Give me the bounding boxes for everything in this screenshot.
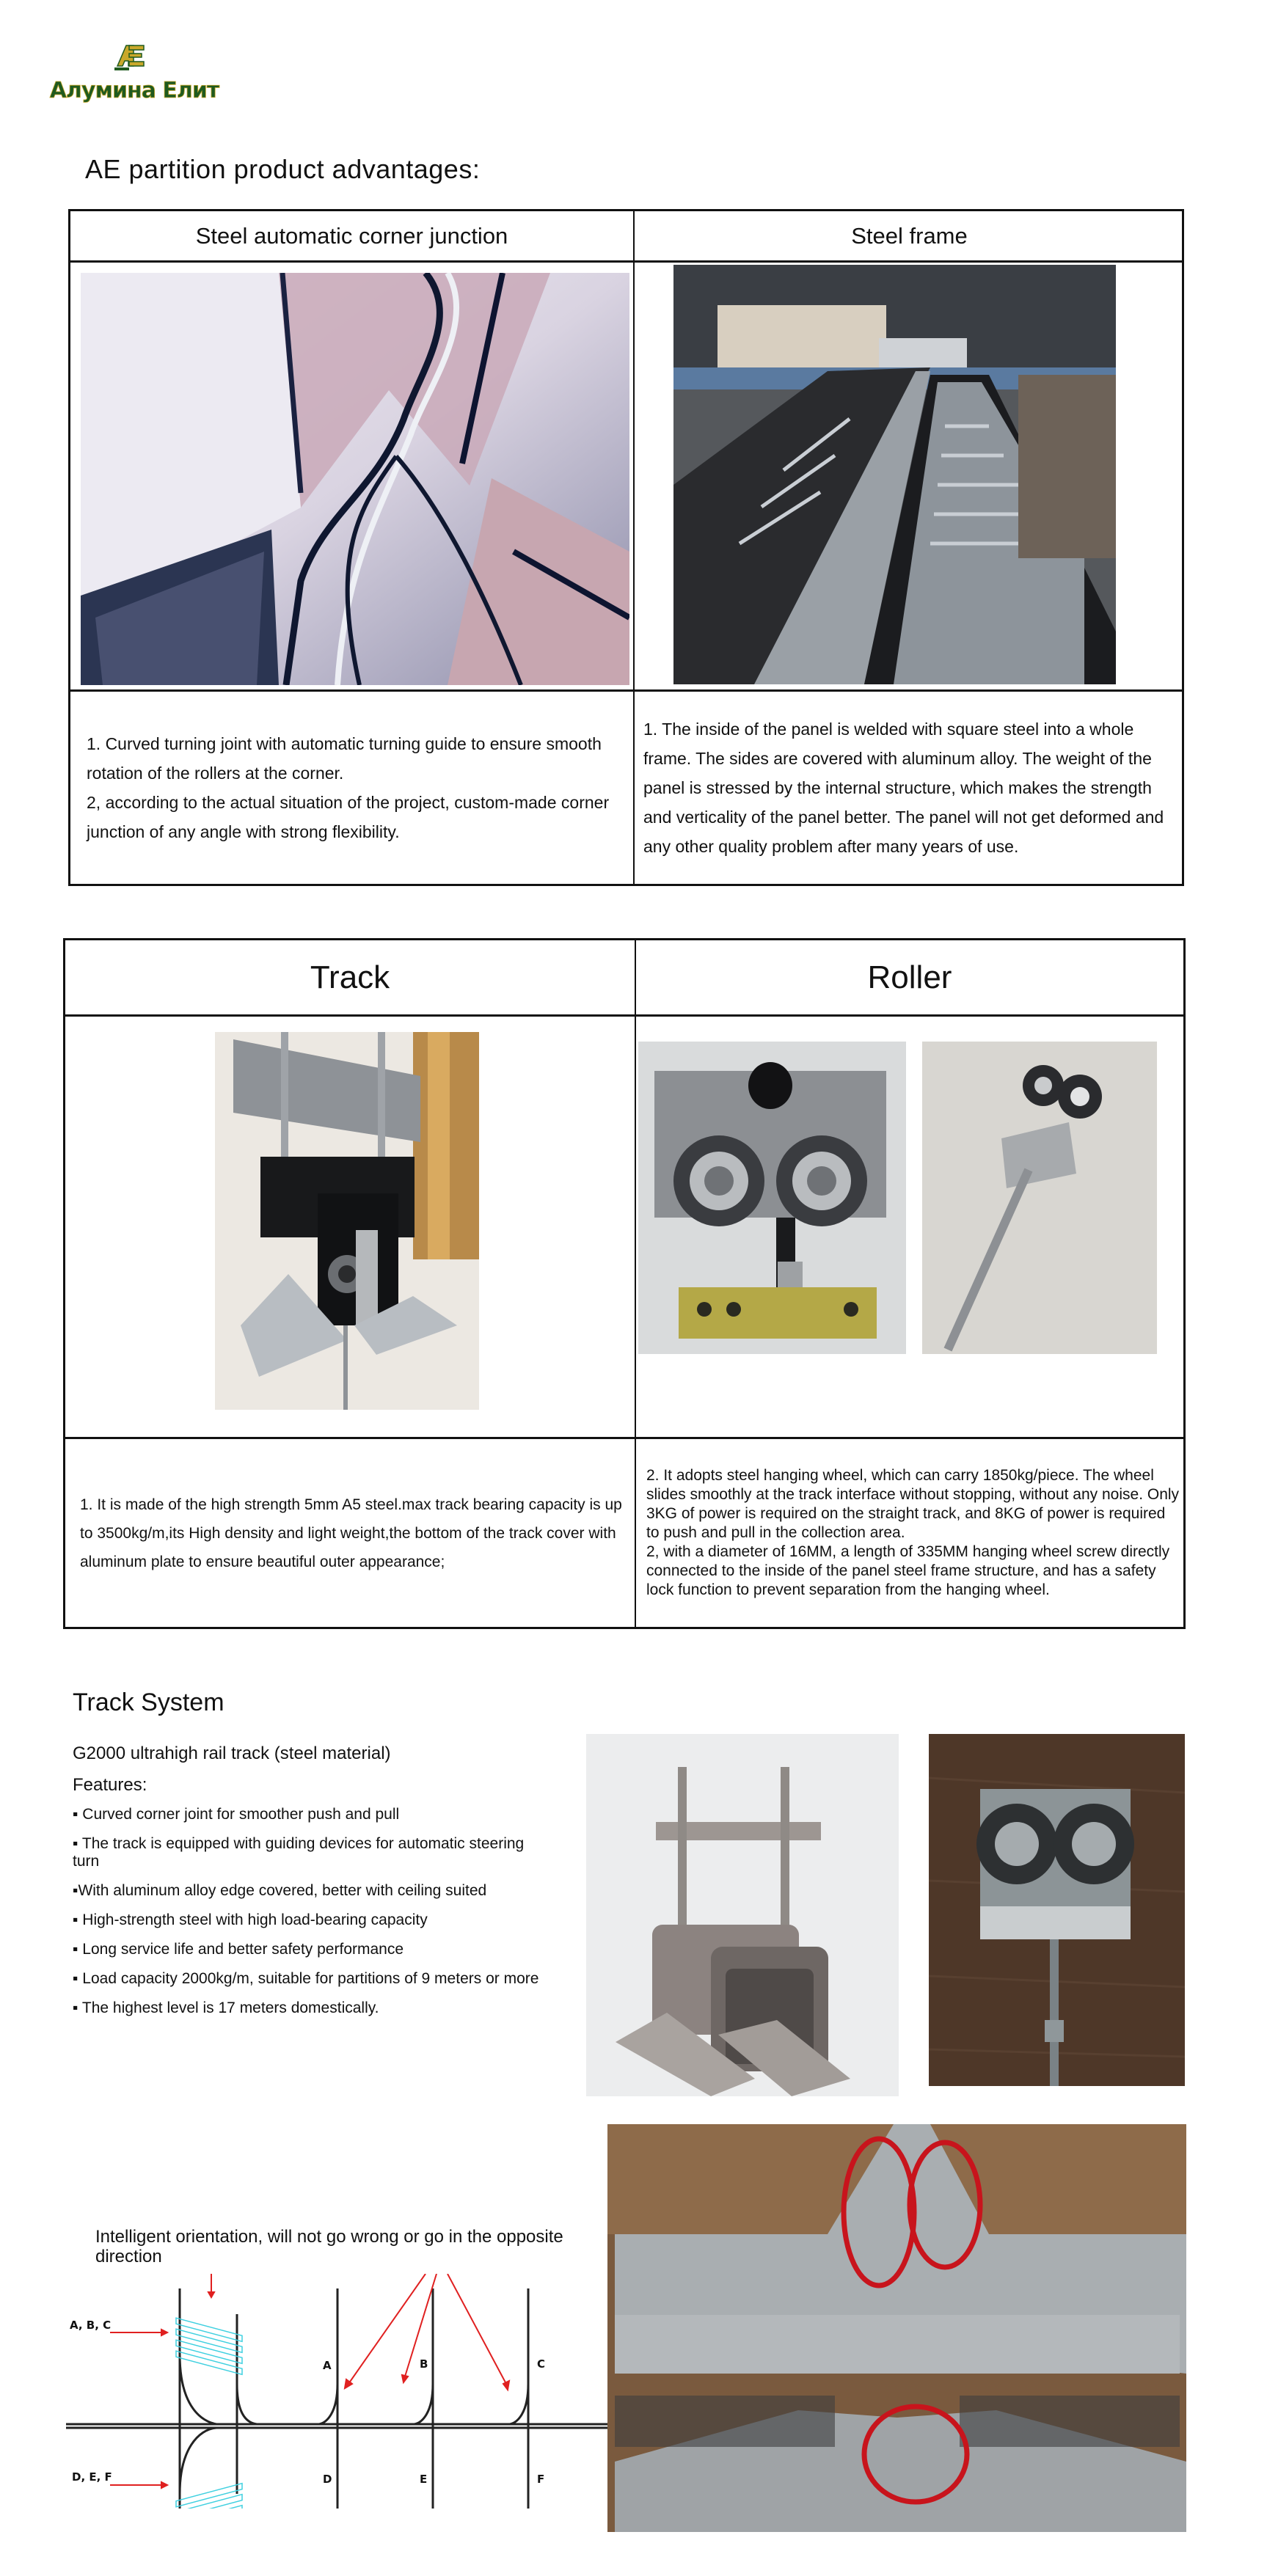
roller-photo-angled bbox=[922, 1042, 1157, 1354]
table-divider bbox=[633, 211, 635, 884]
roller-wood-photo bbox=[929, 1734, 1185, 2086]
feature-item: ▪With aluminum alloy edge covered, better with ceiling suited bbox=[73, 1882, 487, 1899]
corner-junction-overhead-photo bbox=[607, 2124, 1186, 2532]
corner-junction-photo bbox=[81, 273, 629, 685]
logo-graphic bbox=[43, 43, 226, 106]
header-steel-frame: Steel frame bbox=[851, 222, 968, 249]
table-divider bbox=[70, 260, 1182, 263]
panel-stack-bottom bbox=[176, 2484, 242, 2509]
feature-item: ▪ Curved corner joint for smoother push and pull bbox=[73, 1806, 400, 1823]
track-hanger-photo bbox=[586, 1734, 899, 2096]
track-photo bbox=[215, 1032, 479, 1410]
logo-ae-mark bbox=[114, 45, 144, 70]
track-description bbox=[80, 1439, 630, 1627]
feature-item: ▪ High-strength steel with high load-bearing capacity bbox=[73, 1911, 428, 1928]
track-system-subtitle: G2000 ultrahigh rail track (steel material) bbox=[73, 1743, 391, 1763]
table-divider bbox=[635, 940, 636, 1627]
corner-junction-point: 1. Curved turning joint with automatic turning guide to ensure smooth rotation of the rollers at the corner. bbox=[87, 734, 602, 783]
features-list bbox=[73, 1806, 542, 2029]
steel-frame-description bbox=[643, 692, 1179, 884]
feature-item: ▪ Long service life and better safety performance bbox=[73, 1941, 404, 1958]
advantages-table-1 bbox=[68, 209, 1184, 886]
panel-stack-top bbox=[176, 2318, 242, 2374]
steel-frame-point: 1. The inside of the panel is welded with square steel into a whole frame. The sides are covered with aluminum alloy. The weight of the panel is stressed by the internal structure, which makes the strength and verticality of the panel better. The panel will not get deformed and any other quality problem after many years of use. bbox=[643, 720, 1164, 856]
diagram-label-top: A bbox=[323, 2359, 332, 2372]
steel-frame-photo bbox=[673, 265, 1116, 684]
corner-junction-description bbox=[84, 692, 630, 884]
header-track: Track bbox=[310, 959, 390, 995]
header-corner-junction: Steel automatic corner junction bbox=[195, 222, 508, 249]
page-title: AE partition product advantages: bbox=[85, 154, 481, 184]
diagram-label-bottom: D bbox=[323, 2473, 332, 2486]
diagram-label-top: B bbox=[420, 2357, 428, 2371]
track-system-title: Track System bbox=[73, 1688, 224, 1716]
corner-junction-point: 2, according to the actual situation of the project, custom-made corner junction of any angle with strong flexibility. bbox=[87, 793, 610, 841]
advantages-table-2 bbox=[63, 938, 1186, 1629]
diagram-label-bottom: E bbox=[420, 2473, 428, 2486]
roller-photo-front bbox=[638, 1042, 906, 1354]
roller-point: 2. It adopts steel hanging wheel, which can carry 1850kg/piece. The wheel slides smoothly at the track interface without stopping, without any noise. Only 3KG of power is required on the straight track, and 8KG of power is required to push and pull in the collection area. bbox=[646, 1467, 1180, 1541]
features-label: Features: bbox=[73, 1775, 147, 1795]
track-point: 1. It is made of the high strength 5mm A5 steel.max track bearing capacity is up to 3500kg/m,its High density and light weight,the bottom of the track cover with aluminum plate to ensure beautiful outer appearance; bbox=[80, 1496, 622, 1570]
diagram-label-group-bottom: D, E, F bbox=[72, 2470, 112, 2484]
direction-arrows bbox=[110, 2274, 509, 2488]
feature-item: ▪ The highest level is 17 meters domestically. bbox=[73, 1999, 379, 2016]
feature-item: ▪ The track is equipped with guiding devices for automatic steering turn bbox=[73, 1835, 525, 1870]
orientation-note: Intelligent orientation, will not go wrong or go in the opposite direction bbox=[95, 2227, 563, 2266]
diagram-label-group-top: A, B, C bbox=[70, 2319, 112, 2332]
header-roller: Roller bbox=[867, 959, 952, 995]
feature-item: ▪ Load capacity 2000kg/m, suitable for partitions of 9 meters or more bbox=[73, 1970, 539, 1987]
roller-description bbox=[646, 1439, 1182, 1627]
track-orientation-diagram bbox=[66, 2274, 609, 2509]
table-divider bbox=[65, 1014, 1183, 1017]
diagram-label-bottom: F bbox=[537, 2473, 545, 2486]
logo-wordmark: Алумина Елит bbox=[49, 78, 219, 103]
diagram-label-top: C bbox=[537, 2357, 546, 2371]
roller-point: 2, with a diameter of 16MM, a length of 335MM hanging wheel screw directly connected to the inside of the panel steel frame structure, and has a safety lock function to prevent separation from the hanging wheel. bbox=[646, 1543, 1170, 1598]
company-logo bbox=[43, 43, 226, 106]
